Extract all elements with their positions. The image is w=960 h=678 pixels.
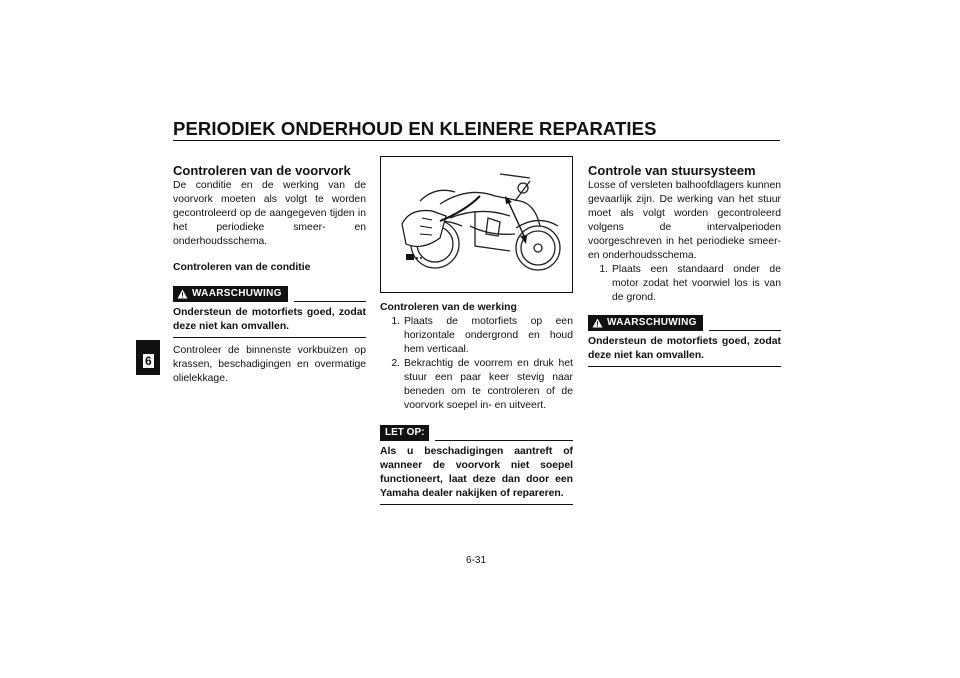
warning-label: WAARSCHUWING xyxy=(607,317,697,328)
warning-triangle-icon xyxy=(177,289,188,299)
notice-block xyxy=(380,425,573,505)
subheading-werking: Controleren van de werking xyxy=(380,302,517,313)
warning-text: Ondersteun de motorfiets goed, zodat deze niet kan omvallen. xyxy=(588,335,781,367)
werking-steps xyxy=(380,315,573,413)
header-rule xyxy=(173,140,780,141)
steering-intro: Losse of versleten balhoofdlagers kunnen gevaarlijk zijn. De werking van het stuur moet als volgt worden gecontroleerd volgens de intervalperioden voorgeschreven in het periodieke smeer- en onderhoudsschema. xyxy=(588,180,781,261)
intro-paragraph: De conditie en de werking van de voorvork moeten als volgt te worden gecontroleerd op de aangegeven tijden in het periodieke smeer- en onderhoudsschema. xyxy=(173,180,366,247)
step-text: Plaats de motorfiets op een horizontale ondergrond en houd hem verticaal. xyxy=(404,316,573,355)
steering-steps xyxy=(588,263,781,305)
step-text: Bekrachtig de voorrem en druk het stuur een paar keer stevig naar beneden om te controleren of de voorvork soepel in- en uitveert. xyxy=(404,358,573,411)
warning-rule xyxy=(709,330,781,331)
notice-badge: LET OP: xyxy=(380,425,429,441)
column-middle xyxy=(380,156,573,505)
list-item xyxy=(588,263,781,305)
list-item xyxy=(380,357,573,413)
notice-rule xyxy=(435,440,573,441)
warning-badge xyxy=(588,315,703,331)
step-text: Plaats een standaard onder de motor zodat het voorwiel los is van de grond. xyxy=(612,264,781,303)
subheading-conditie: Controleren van de conditie xyxy=(173,262,311,273)
page-number: 6-31 xyxy=(466,555,487,566)
warning-triangle-icon xyxy=(592,318,603,328)
section-heading-voorvork: Controleren van de voorvork xyxy=(173,163,351,178)
notice-header xyxy=(380,425,573,441)
notice-text: Als u beschadigingen aantreft of wanneer de voorvork niet soepel functioneert, laat deze dan door een Yamaha dealer nakijken of repareren. xyxy=(380,445,573,505)
column-left xyxy=(173,163,366,386)
warning-header xyxy=(173,286,366,302)
warning-block xyxy=(588,315,781,367)
warning-label: WAARSCHUWING xyxy=(192,288,282,299)
motorcycle-fork-illustration xyxy=(380,156,573,293)
condition-paragraph: Controleer de binnenste vorkbuizen op krassen, beschadigingen en overmatige olielekkage. xyxy=(173,345,366,384)
list-item xyxy=(380,315,573,357)
warning-badge xyxy=(173,286,288,302)
section-heading-stuursysteem: Controle van stuursysteem xyxy=(588,163,756,178)
warning-header xyxy=(588,315,781,331)
warning-text: Ondersteun de motorfiets goed, zodat deze niet kan omvallen. xyxy=(173,306,366,338)
step-number: 1. xyxy=(391,316,400,327)
step-number: 2. xyxy=(391,358,400,369)
column-right xyxy=(588,163,781,367)
section-tab-number: 6 xyxy=(145,354,152,368)
page-header-title: PERIODIEK ONDERHOUD EN KLEINERE REPARATIES xyxy=(173,118,657,139)
step-number: 1. xyxy=(599,264,608,275)
warning-block xyxy=(173,286,366,338)
warning-rule xyxy=(294,301,366,302)
